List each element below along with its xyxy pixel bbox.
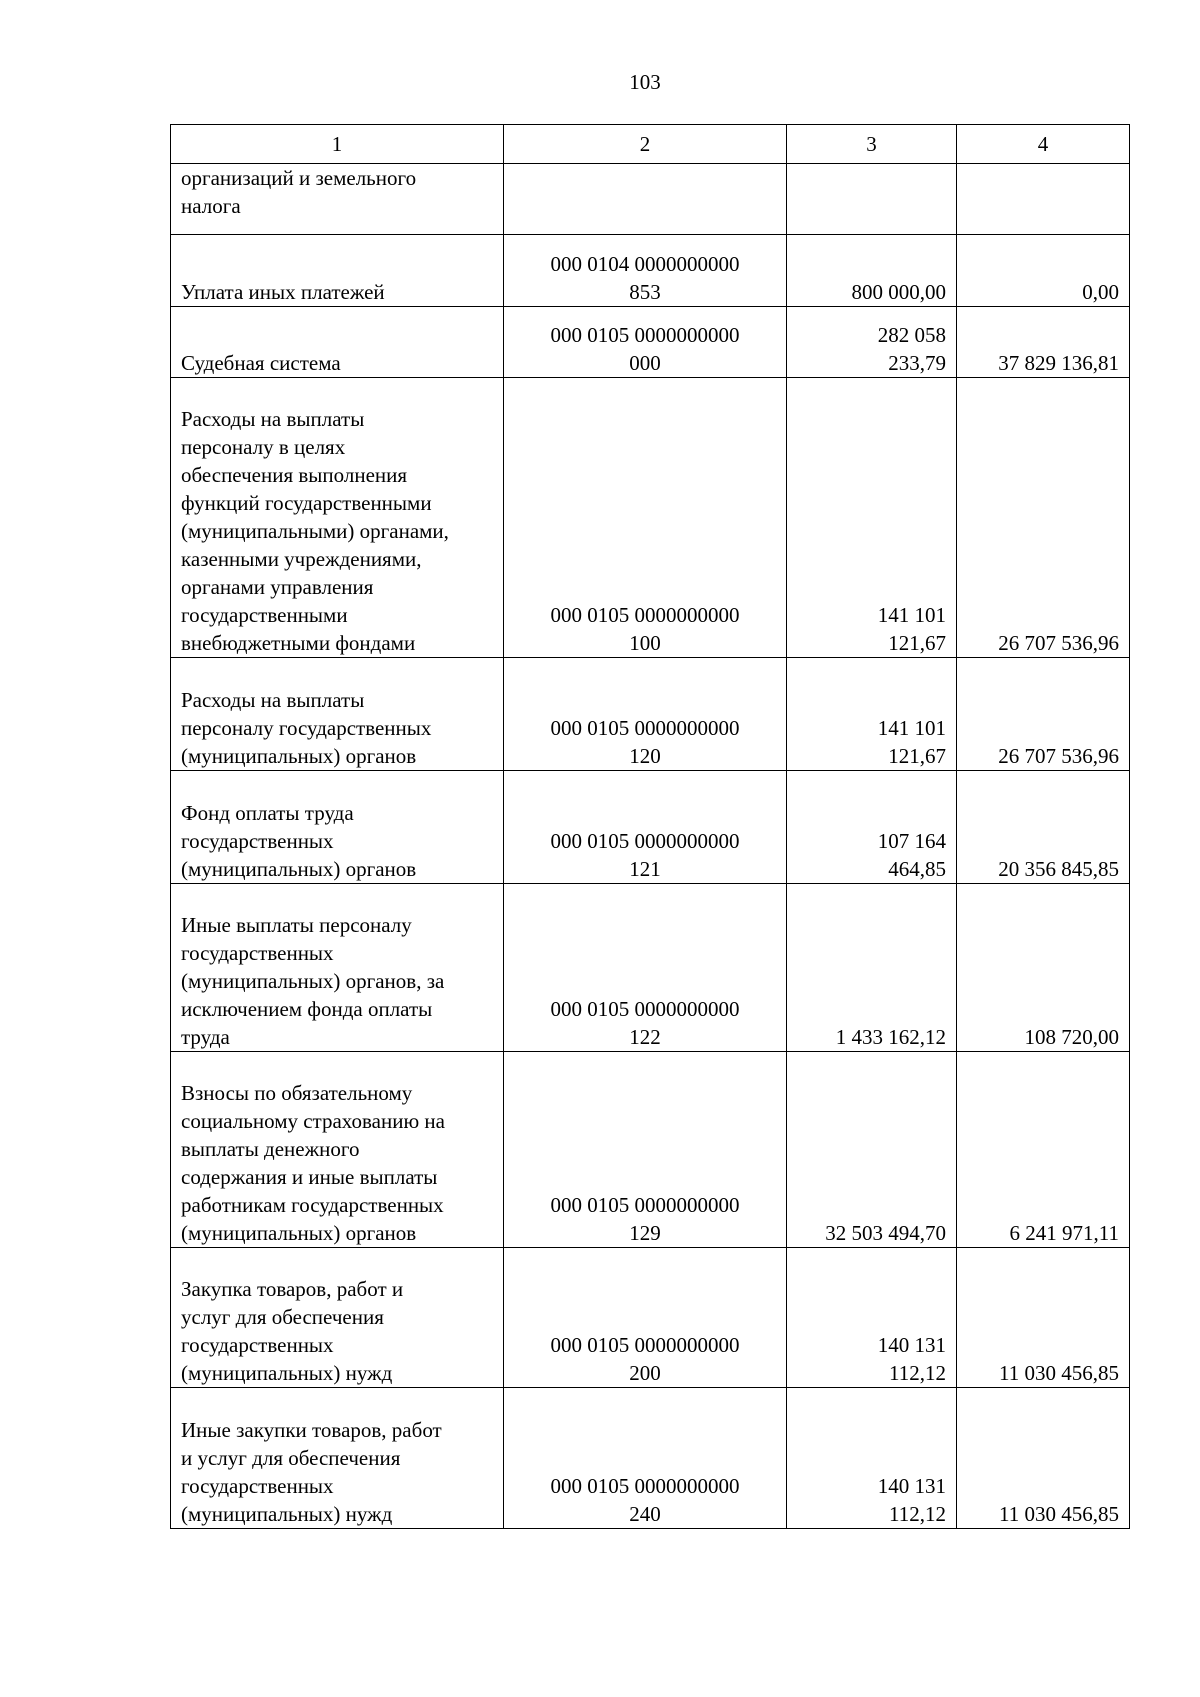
row-code: 000 0105 0000000000 240 [504,1388,787,1529]
row-name: Иные закупки товаров, работ и услуг для обеспечения государственных (муниципальных) нужд [171,1388,504,1529]
row-name: Фонд оплаты труда государственных (муниципальных) органов [171,771,504,884]
row-code: 000 0105 0000000000 000 [504,307,787,378]
row-value-3: 107 164 464,85 [787,771,957,884]
row-code: 000 0105 0000000000 120 [504,658,787,771]
row-code: 000 0105 0000000000 121 [504,771,787,884]
table-header-row [171,125,1130,164]
table-row [171,658,1130,771]
row-value-4: 26 707 536,96 [957,378,1130,658]
row-code: 000 0104 0000000000 853 [504,235,787,307]
table-row [171,235,1130,307]
row-value-4: 6 241 971,11 [957,1052,1130,1248]
row-name: Закупка товаров, работ и услуг для обеспечения государственных (муниципальных) нужд [171,1248,504,1388]
row-value-4: 0,00 [957,235,1130,307]
row-value-3: 32 503 494,70 [787,1052,957,1248]
column-header-2: 2 [504,125,787,164]
row-name: Судебная система [171,307,504,378]
row-value-4: 37 829 136,81 [957,307,1130,378]
row-value-4: 11 030 456,85 [957,1388,1130,1529]
row-name: Расходы на выплаты персоналу в целях обеспечения выполнения функций государственными (муниципальными) органами, казенными учреждениями, органами управления государственными внебюджетными фондами [171,378,504,658]
row-name: Взносы по обязательному социальному страхованию на выплаты денежного содержания и иные выплаты работникам государственных (муниципальных) органов [171,1052,504,1248]
row-value-3: 141 101 121,67 [787,658,957,771]
row-value-4: 20 356 845,85 [957,771,1130,884]
row-code: 000 0105 0000000000 100 [504,378,787,658]
row-value-3: 140 131 112,12 [787,1388,957,1529]
row-name: Расходы на выплаты персоналу государственных (муниципальных) органов [171,658,504,771]
table-row [171,164,1130,235]
table-row [171,1248,1130,1388]
row-value-3: 141 101 121,67 [787,378,957,658]
table-row [171,1388,1130,1529]
page-number: 103 [629,70,661,94]
column-header-4: 4 [957,125,1130,164]
budget-table [170,124,1130,1529]
row-code: 000 0105 0000000000 129 [504,1052,787,1248]
row-value-4: 11 030 456,85 [957,1248,1130,1388]
table-row [171,1052,1130,1248]
row-value-3 [787,164,957,235]
column-header-3: 3 [787,125,957,164]
row-code: 000 0105 0000000000 122 [504,884,787,1052]
row-value-3: 282 058 233,79 [787,307,957,378]
table-row [171,307,1130,378]
row-code [504,164,787,235]
row-code: 000 0105 0000000000 200 [504,1248,787,1388]
row-value-4: 26 707 536,96 [957,658,1130,771]
table-row [171,378,1130,658]
row-name: Иные выплаты персоналу государственных (муниципальных) органов, за исключением фонда оплаты труда [171,884,504,1052]
row-value-3: 1 433 162,12 [787,884,957,1052]
table-row [171,771,1130,884]
table-row [171,884,1130,1052]
row-name: организаций и земельного налога [171,164,504,235]
row-value-4 [957,164,1130,235]
row-value-4: 108 720,00 [957,884,1130,1052]
row-value-3: 800 000,00 [787,235,957,307]
row-name: Уплата иных платежей [171,235,504,307]
row-value-3: 140 131 112,12 [787,1248,957,1388]
column-header-1: 1 [171,125,504,164]
